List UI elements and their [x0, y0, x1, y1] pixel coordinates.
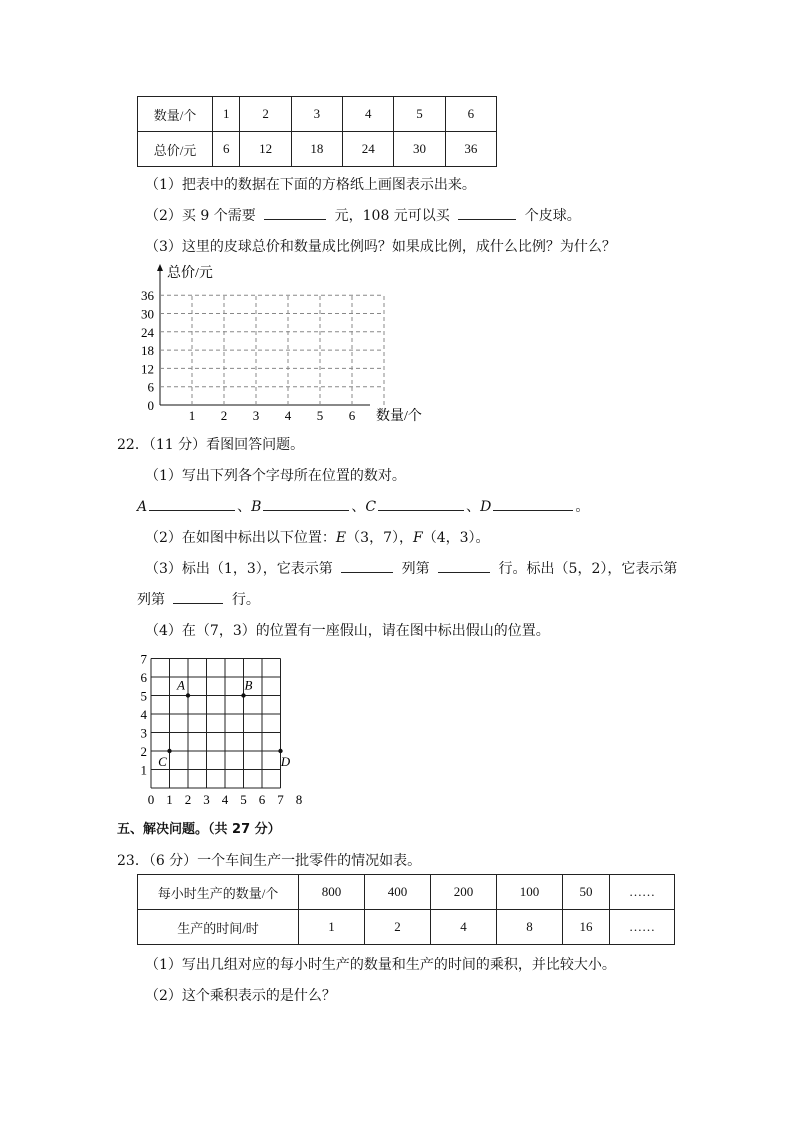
answer-blank[interactable] [378, 496, 464, 511]
x-tick-label: 1 [166, 792, 173, 807]
table-cell: 800 [299, 875, 365, 910]
point-a [186, 693, 190, 697]
letter-e: E [335, 530, 347, 546]
x-tick-label: 1 [188, 408, 196, 423]
answer-blank[interactable] [173, 589, 223, 604]
letter-a: A [137, 499, 148, 515]
separator: 、 [466, 499, 481, 515]
answer-blank[interactable] [149, 496, 235, 511]
y-axis-arrow-icon [157, 264, 163, 271]
q23-title: 23．（6 分）一个车间生产一批零件的情况如表。 [117, 853, 422, 869]
y-tick-label: 12 [141, 361, 154, 377]
x-tick-label: 7 [277, 792, 284, 807]
q22-part3-text-a: （3）标出（1，3），它表示第 [145, 561, 333, 577]
q21-part2-text-c: 个皮球。 [524, 208, 581, 224]
table-cell: …… [610, 910, 675, 945]
table-cell: 30 [394, 132, 445, 167]
table-header-cell: 总价/元 [138, 132, 213, 167]
x-tick-label: 6 [348, 408, 356, 423]
y-tick-label: 6 [147, 379, 154, 395]
table-cell: 36 [445, 132, 496, 167]
price-graph-paper[interactable] [128, 260, 438, 426]
y-tick-label: 7 [140, 651, 147, 667]
letter-b: B [251, 499, 262, 515]
x-tick-label: 5 [316, 408, 324, 423]
x-axis-label: 数量/个 [376, 409, 422, 424]
answer-blank[interactable] [263, 496, 349, 511]
position-grid[interactable] [132, 648, 312, 810]
q22-title: 22．（11 分）看图回答问题。 [117, 437, 305, 453]
q22-part1: （1）写出下列各个字母所在位置的数对。 [145, 468, 406, 484]
answer-blank[interactable] [458, 205, 516, 220]
table-cell: 12 [240, 132, 291, 167]
table-header-cell: 每小时生产的数量/个 [138, 875, 299, 910]
table-cell: 4 [431, 910, 497, 945]
point-b [241, 693, 245, 697]
table-cell: 16 [563, 910, 610, 945]
letter-d: D [480, 499, 492, 515]
y-tick-label: 36 [141, 288, 154, 304]
table-cell: 50 [563, 875, 610, 910]
table-cell: …… [610, 875, 675, 910]
x-tick-label: 0 [147, 792, 155, 807]
q22-part3-text-e: 行。 [231, 592, 260, 608]
x-tick-label: 4 [221, 792, 229, 807]
y-tick-label: 2 [140, 744, 147, 759]
separator: 、 [351, 499, 366, 515]
answer-blank[interactable] [493, 496, 573, 511]
y-tick-label: 30 [141, 306, 154, 322]
point-label-a: A [177, 677, 185, 693]
letter-c: C [365, 499, 377, 515]
q22-part3-text-d: 列第 [137, 592, 165, 608]
table-cell: 100 [497, 875, 563, 910]
table-cell: 18 [291, 132, 342, 167]
x-tick-label: 3 [252, 408, 260, 423]
x-tick-label: 4 [284, 408, 292, 423]
q22-part2-coord-e: （3，7）， [346, 530, 413, 546]
table-header-cell: 数量/个 [138, 97, 213, 132]
table-cell: 1 [213, 97, 240, 132]
y-tick-label: 3 [140, 725, 147, 741]
q22-part3-text-c: 行。标出（5，2），它表示第 [498, 561, 678, 577]
table-cell: 2 [365, 910, 431, 945]
table-cell: 8 [497, 910, 563, 945]
point-label-c: C [158, 754, 167, 769]
table-cell: 3 [291, 97, 342, 132]
y-tick-label: 4 [140, 707, 147, 722]
x-tick-label: 2 [220, 408, 228, 423]
q21-part2-text-b: 元，108 元可以买 [334, 208, 450, 224]
x-tick-label: 3 [203, 792, 210, 807]
point-d [278, 749, 282, 753]
q22-part3-text-b: 列第 [401, 561, 430, 577]
table-cell: 6 [213, 132, 240, 167]
production-table [137, 874, 675, 945]
table-cell: 4 [343, 97, 394, 132]
q22-part3-line2 [137, 589, 260, 609]
q22-answer-line [137, 496, 589, 516]
q23-part2: （2）这个乘积表示的是什么？ [145, 988, 336, 1004]
table-cell: 400 [365, 875, 431, 910]
y-tick-label: 5 [140, 688, 147, 704]
y-tick-label: 18 [141, 343, 154, 359]
x-tick-label: 2 [184, 792, 192, 807]
q22-part3-line1 [145, 558, 677, 578]
point-label-d: D [280, 754, 291, 769]
letter-f: F [412, 530, 423, 546]
x-tick-label: 6 [258, 792, 266, 807]
y-tick-label: 0 [147, 398, 154, 413]
section5-title: 五、解决问题。（共 27 分） [117, 822, 281, 837]
table-header-cell: 生产的时间/时 [138, 910, 299, 945]
answer-blank[interactable] [341, 558, 393, 573]
x-tick-label: 5 [240, 792, 247, 807]
table-cell: 2 [240, 97, 291, 132]
q21-part2 [145, 205, 581, 225]
table-cell: 1 [299, 910, 365, 945]
point-label-b: B [244, 677, 253, 693]
q22-part4: （4）在（7，3）的位置有一座假山，请在图中标出假山的位置。 [145, 623, 550, 639]
q22-part2-text: （2）在如图中标出以下位置： [145, 530, 336, 546]
q21-part3: （3）这里的皮球总价和数量成比例吗？如果成比例，成什么比例？为什么？ [145, 239, 616, 255]
x-tick-label: 8 [295, 792, 303, 807]
q22-part2 [145, 527, 490, 547]
price-table [137, 96, 497, 167]
table-cell: 6 [445, 97, 496, 132]
y-tick-label: 1 [140, 762, 147, 778]
separator: 、 [237, 499, 252, 515]
table-cell: 5 [394, 97, 445, 132]
q22-part2-coord-f: （4，3）。 [422, 530, 490, 546]
q21-part1: （1）把表中的数据在下面的方格纸上画图表示出来。 [145, 177, 476, 193]
y-tick-label: 24 [141, 324, 154, 340]
y-tick-label: 6 [140, 670, 147, 685]
table-cell: 24 [343, 132, 394, 167]
q23-part1: （1）写出几组对应的每小时生产的数量和生产的时间的乘积，并比较大小。 [145, 957, 616, 973]
point-c [167, 749, 171, 753]
answer-blank[interactable] [264, 205, 326, 220]
answer-blank[interactable] [438, 558, 490, 573]
y-axis-label: 总价/元 [167, 266, 213, 281]
table-cell: 200 [431, 875, 497, 910]
end-mark: 。 [575, 499, 590, 515]
q21-part2-text-a: （2）买 9 个需要 [145, 208, 256, 224]
